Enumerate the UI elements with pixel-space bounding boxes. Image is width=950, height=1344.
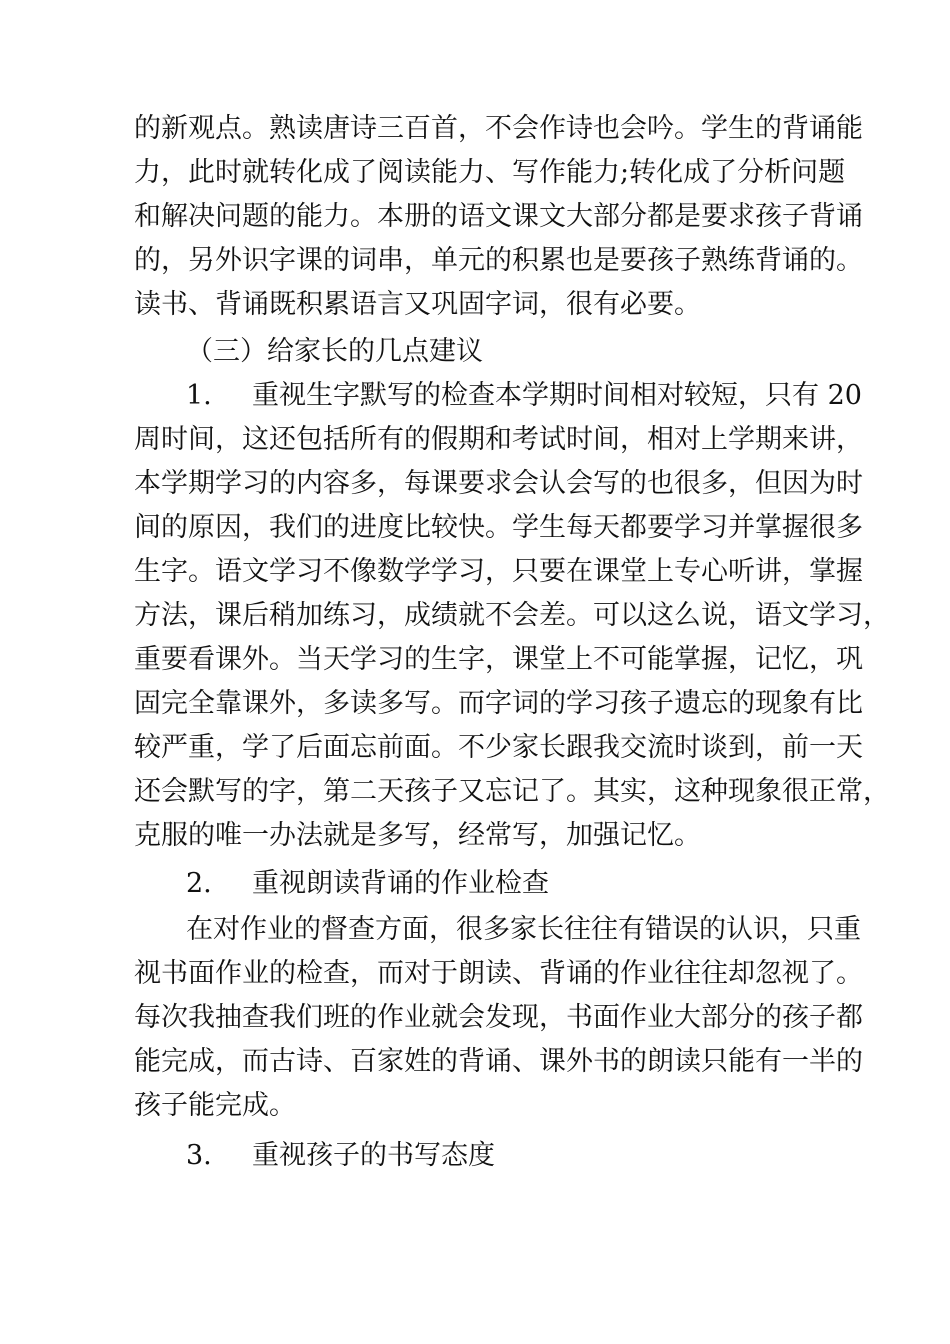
item-1-title: 重视生字默写的检查本学期时间相对较短，只有 20	[252, 380, 862, 411]
paragraph-line: 重要看课外。当天学习的生字，课堂上不可能掌握，记忆，巩	[134, 644, 863, 675]
paragraph-line: 方法，课后稍加练习，成绩就不会差。可以这么说，语文学习，	[134, 600, 890, 631]
paragraph-line: 生字。语文学习不像数学学习，只要在课堂上专心听讲，掌握	[134, 556, 863, 587]
item-3-number: 3.	[186, 1140, 212, 1171]
paragraph-line: 本学期学习的内容多，每课要求会认会写的也很多，但因为时	[134, 468, 863, 499]
paragraph-line: 较严重，学了后面忘前面。不少家长跟我交流时谈到，前一天	[134, 732, 863, 763]
paragraph-line: 的新观点。熟读唐诗三百首，不会作诗也会吟。学生的背诵能	[134, 113, 863, 144]
paragraph-line: 孩子能完成。	[134, 1090, 296, 1121]
item-1-first-line	[186, 374, 862, 418]
paragraph-line: 力，此时就转化成了阅读能力、写作能力;转化成了分析问题	[134, 157, 846, 188]
paragraph-line: 视书面作业的检查，而对于朗读、背诵的作业往往却忽视了。	[134, 958, 863, 989]
paragraph-line: 间的原因，我们的进度比较快。学生每天都要学习并掌握很多	[134, 512, 863, 543]
paragraph-line: 固完全靠课外，多读多写。而字词的学习孩子遗忘的现象有比	[134, 688, 863, 719]
paragraph-line: 还会默写的字，第二天孩子又忘记了。其实，这种现象很正常，	[134, 776, 890, 807]
paragraph-line: 和解决问题的能力。本册的语文课文大部分都是要求孩子背诵	[134, 201, 863, 232]
paragraph-line: 克服的唯一办法就是多写，经常写，加强记忆。	[134, 820, 701, 851]
paragraph-line: 读书、背诵既积累语言又巩固字词，很有必要。	[134, 289, 701, 320]
paragraph-line: 的，另外识字课的词串，单元的积累也是要孩子熟练背诵的。	[134, 245, 863, 276]
item-1-number: 1.	[186, 380, 212, 411]
paragraph-line: 周时间，这还包括所有的假期和考试时间，相对上学期来讲，	[134, 424, 863, 455]
item-2-number: 2.	[186, 868, 212, 899]
item-3-title: 重视孩子的书写态度	[252, 1140, 495, 1171]
section-heading: （三）给家长的几点建议	[186, 336, 483, 367]
paragraph-line: 在对作业的督查方面，很多家长往往有错误的认识，只重	[186, 914, 861, 945]
item-2-heading	[186, 862, 549, 906]
item-3-heading	[186, 1134, 495, 1178]
paragraph-line: 每次我抽查我们班的作业就会发现，书面作业大部分的孩子都	[134, 1002, 863, 1033]
paragraph-line: 能完成，而古诗、百家姓的背诵、课外书的朗读只能有一半的	[134, 1046, 863, 1077]
item-2-title: 重视朗读背诵的作业检查	[252, 868, 549, 899]
